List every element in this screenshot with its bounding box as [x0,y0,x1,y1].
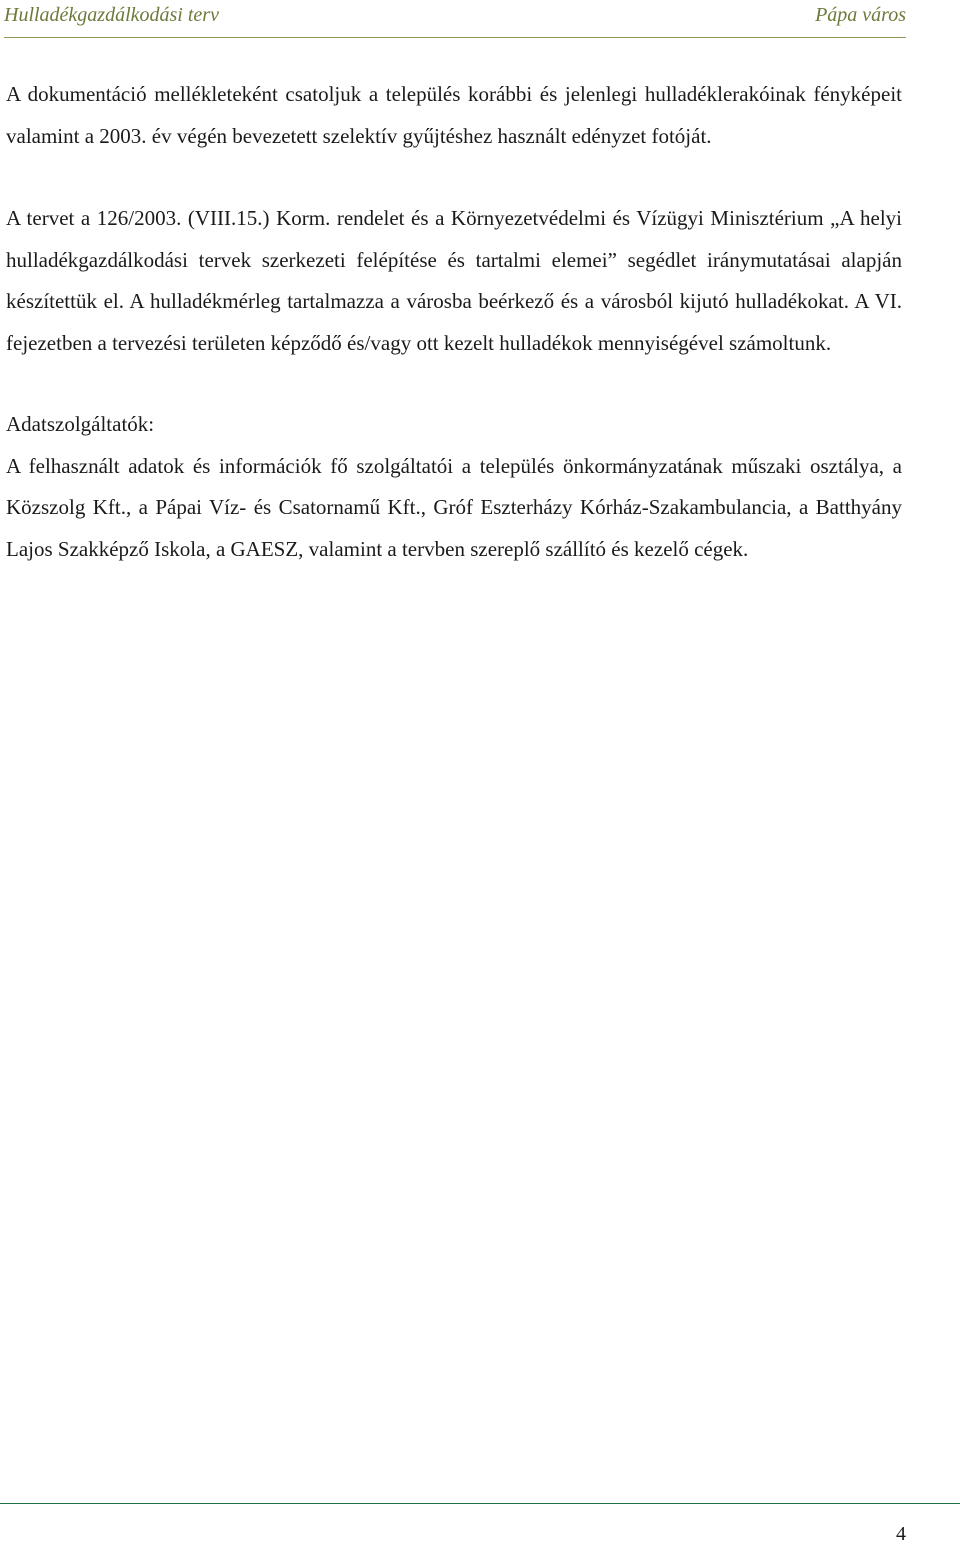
page-header [4,4,906,32]
document-title: Hulladékgazdálkodási terv [4,4,219,26]
page-number: 4 [896,1523,906,1545]
city-name: Pápa város [815,4,906,26]
footer-divider [0,1503,960,1504]
paragraph-attachments: A dokumentáció mellékleteként csatoljuk a település korábbi és jelenlegi hulladéklerakóinak fényképeit valamint a 2003. év végén bevezetett szelektív gyűjtéshez használt edényzet fotóját. [6,82,902,148]
paragraph-methodology: A tervet a 126/2003. (VIII.15.) Korm. rendelet és a Környezetvédelmi és Vízügyi Minisztérium „A helyi hulladékgazdálkodási tervek szerkezeti felépítése és tartalmi elemei” segédlet iránymutatásai alapján készítettük el. A hulladékmérleg tartalmazza a városba beérkező és a városból kijutó hulladékokat. A VI. fejezetben a tervezési területen képződő és/vagy ott kezelt hulladékok mennyiségével számoltunk. [6,206,902,355]
header-divider [4,37,906,38]
data-providers-heading: Adatszolgáltatók: [6,412,155,436]
paragraph-data-providers: A felhasznált adatok és információk fő szolgáltatói a település önkormányzatának műszaki osztálya, a Közszolg Kft., a Pápai Víz- és Csatornamű Kft., Gróf Eszterházy Kórház-Szakambulancia, a Batthyány Lajos Szakképző Iskola, a GAESZ, valamint a tervben szereplő szállító és kezelő cégek. [6,453,902,561]
document-body [6,74,902,570]
